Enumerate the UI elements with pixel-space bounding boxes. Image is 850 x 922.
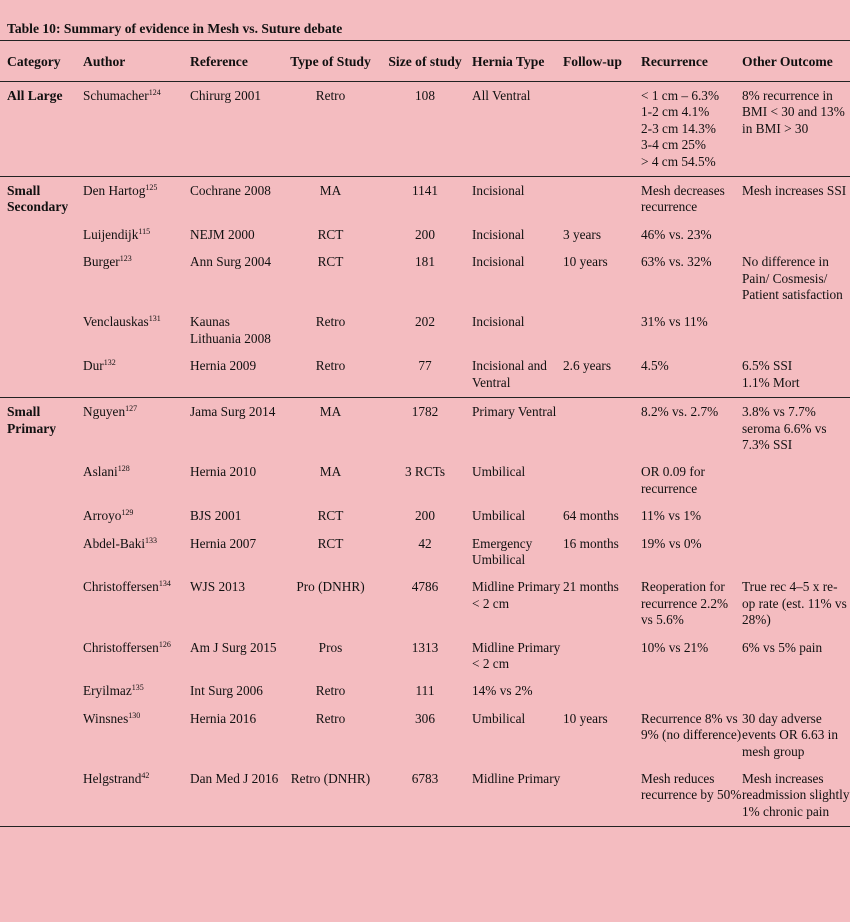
table-row xyxy=(0,766,850,827)
header-size-of-study: Size of study xyxy=(388,53,462,69)
study-type-cell: Retro (DNHR) xyxy=(283,766,378,827)
study-type-cell: MA xyxy=(283,398,378,460)
study-size-cell: 3 RCTs xyxy=(404,464,446,480)
citation-number: 125 xyxy=(145,183,158,193)
header-category: Category xyxy=(7,53,61,69)
other-outcome-cell: 6% vs 5% pain xyxy=(742,639,823,655)
recurrence-cell: < 1 cm – 6.3% 1-2 cm 4.1% 2-3 cm 14.3% 3-4 cm 25% > 4 cm 54.5% xyxy=(641,82,742,177)
recurrence-cell: Reoperation for recurrence 2.2% vs 5.6% xyxy=(641,579,729,628)
header-follow-up: Follow-up xyxy=(563,53,622,69)
table-row xyxy=(0,635,850,679)
follow-up-cell xyxy=(563,766,641,827)
recurrence-cell: OR 0.09 for recurrence xyxy=(641,464,705,496)
follow-up-cell xyxy=(563,459,641,503)
category-cell xyxy=(0,503,83,530)
author-cell: Aslani$^{128}$ xyxy=(83,464,130,480)
follow-up-cell: 3 years xyxy=(563,226,602,242)
category-cell xyxy=(0,249,83,309)
study-type-cell: Retro xyxy=(315,314,346,330)
category-cell xyxy=(0,531,83,575)
follow-up-cell: 21 months xyxy=(563,579,619,595)
reference-cell: NEJM 2000 xyxy=(190,226,255,242)
author-cell: Burger$^{123}$ xyxy=(83,254,132,270)
author-cell: Nguyen$^{127}$ xyxy=(83,398,190,460)
citation-number: 135 xyxy=(131,683,144,693)
study-type-cell: Retro xyxy=(283,82,378,177)
study-size-cell: 181 xyxy=(415,254,435,270)
table-row xyxy=(0,82,850,177)
hernia-type-cell: Umbilical xyxy=(472,710,526,726)
study-size-cell: 42 xyxy=(418,535,432,551)
recurrence-cell: 46% vs. 23% xyxy=(641,226,712,242)
study-size-cell: 200 xyxy=(415,508,435,524)
citation-number: 131 xyxy=(148,314,161,324)
reference-cell: Dan Med J 2016 xyxy=(190,766,283,827)
follow-up-cell: 2.6 years xyxy=(563,358,611,374)
author-cell: Winsnes$^{130}$ xyxy=(83,710,141,726)
follow-up-cell xyxy=(563,82,641,177)
hernia-type-cell: 14% vs 2% xyxy=(472,683,533,699)
follow-up-cell xyxy=(563,177,641,222)
hernia-type-cell: Umbilical xyxy=(472,464,526,480)
recurrence-cell: 10% vs 21% xyxy=(641,639,709,655)
study-size-cell: 200 xyxy=(415,226,435,242)
header-recurrence: Recurrence xyxy=(641,53,708,69)
author-cell: Christoffersen$^{126}$ xyxy=(83,639,171,655)
table-header-row xyxy=(0,41,850,82)
study-type-cell: RCT xyxy=(317,535,344,551)
study-size-cell: 6783 xyxy=(378,766,472,827)
other-outcome-cell xyxy=(742,503,850,530)
recurrence-cell: 63% vs. 32% xyxy=(641,254,712,270)
category-cell: All Large xyxy=(0,82,83,177)
study-type-cell: Pros xyxy=(318,639,343,655)
hernia-type-cell: Incisional xyxy=(472,254,525,270)
author-cell: Arroyo$^{129}$ xyxy=(83,508,134,524)
hernia-type-cell: Midline Primary xyxy=(472,766,563,827)
study-type-cell: Retro xyxy=(315,358,346,374)
study-size-cell: 111 xyxy=(415,683,435,699)
table-row xyxy=(0,503,850,530)
table-row xyxy=(0,678,850,705)
reference-cell: Hernia 2007 xyxy=(190,535,257,551)
citation-number: 42 xyxy=(141,771,150,780)
header-other-outcome: Other Outcome xyxy=(742,53,833,69)
other-outcome-cell xyxy=(742,309,850,353)
citation-number: 134 xyxy=(158,579,171,589)
header-reference: Reference xyxy=(190,53,248,69)
hernia-type-cell: Incisional xyxy=(472,177,563,222)
follow-up-cell: 10 years xyxy=(563,254,608,270)
table-caption: Table 10: Summary of evidence in Mesh vs. Suture debate xyxy=(7,21,343,36)
table-row xyxy=(0,706,850,766)
study-size-cell: 108 xyxy=(378,82,472,177)
study-size-cell: 1313 xyxy=(411,639,439,655)
table-row xyxy=(0,574,850,634)
reference-cell: Hernia 2009 xyxy=(190,358,257,374)
category-cell xyxy=(0,574,83,634)
follow-up-cell: 64 months xyxy=(563,508,619,524)
author-cell: Abdel-Baki$^{133}$ xyxy=(83,535,158,551)
recurrence-cell: 19% vs 0% xyxy=(641,535,702,551)
citation-number: 132 xyxy=(103,358,116,368)
category-cell xyxy=(0,706,83,766)
author-cell: Dur$^{132}$ xyxy=(83,358,116,374)
study-size-cell: 1782 xyxy=(378,398,472,460)
reference-cell: Kaunas Lithuania 2008 xyxy=(190,314,271,346)
reference-cell: Hernia 2016 xyxy=(190,710,257,726)
hernia-type-cell: Incisional and Ventral xyxy=(472,358,547,390)
hernia-type-cell: Incisional xyxy=(472,314,525,330)
recurrence-cell: Recurrence 8% vs 9% (no difference) xyxy=(641,710,742,743)
reference-cell: Ann Surg 2004 xyxy=(190,254,272,270)
other-outcome-cell: Mesh increases readmission slightly 1% chronic pain xyxy=(742,766,850,827)
citation-number: 133 xyxy=(145,535,158,545)
hernia-type-cell: Umbilical xyxy=(472,508,526,524)
other-outcome-cell xyxy=(742,222,850,249)
study-type-cell: RCT xyxy=(317,254,344,270)
author-cell: Eryilmaz$^{135}$ xyxy=(83,683,144,699)
category-cell xyxy=(0,353,83,397)
citation-number: 124 xyxy=(148,88,161,97)
study-type-cell: Retro xyxy=(315,683,346,699)
study-type-cell: Pro (DNHR) xyxy=(296,579,365,595)
category-cell xyxy=(0,309,83,353)
follow-up-cell xyxy=(563,309,641,353)
table-row xyxy=(0,177,850,222)
category-cell xyxy=(0,678,83,705)
other-outcome-cell: True rec 4–5 x re-op rate (est. 11% vs 28%) xyxy=(742,579,847,628)
header-hernia-type: Hernia Type xyxy=(472,53,545,69)
other-outcome-cell: 3.8% vs 7.7% seroma 6.6% vs 7.3% SSI xyxy=(742,398,850,460)
author-cell: Christoffersen$^{134}$ xyxy=(83,579,171,595)
table-row xyxy=(0,222,850,249)
citation-number: 123 xyxy=(119,254,132,264)
other-outcome-cell xyxy=(742,678,850,705)
header-type-of-study: Type of Study xyxy=(290,53,371,69)
category-cell: Small Secondary xyxy=(0,177,83,222)
study-type-cell: MA xyxy=(319,464,342,480)
table-row xyxy=(0,249,850,309)
study-type-cell: RCT xyxy=(317,508,344,524)
author-cell: Luijendijk$^{115}$ xyxy=(83,226,151,242)
study-size-cell: 4786 xyxy=(411,579,439,595)
recurrence-cell: 4.5% xyxy=(641,358,669,374)
hernia-type-cell: Primary Ventral xyxy=(472,398,563,460)
reference-cell: Int Surg 2006 xyxy=(190,683,263,699)
citation-number: 129 xyxy=(121,508,134,518)
citation-number: 127 xyxy=(125,404,138,414)
table-row xyxy=(0,309,850,353)
reference-cell: WJS 2013 xyxy=(190,579,246,595)
reference-cell: Chirurg 2001 xyxy=(190,82,283,177)
study-size-cell: 202 xyxy=(415,314,435,330)
other-outcome-cell: 8% recurrence in BMI < 30 and 13% in BMI > 30 xyxy=(742,82,850,177)
author-cell: Helgstrand$^{42}$ xyxy=(83,766,190,827)
follow-up-cell: 16 months xyxy=(563,535,619,551)
hernia-type-cell: All Ventral xyxy=(472,82,563,177)
hernia-type-cell: Incisional xyxy=(472,226,525,242)
recurrence-cell xyxy=(641,678,742,705)
recurrence-cell: 11% vs 1% xyxy=(641,508,702,524)
other-outcome-cell: No difference in Pain/ Cosmesis/ Patient satisfaction xyxy=(742,254,843,303)
study-type-cell: Retro xyxy=(315,710,346,726)
study-size-cell: 306 xyxy=(415,710,435,726)
other-outcome-cell: 30 day adverse events OR 6.63 in mesh group xyxy=(742,710,839,759)
follow-up-cell xyxy=(563,678,641,705)
table-row xyxy=(0,398,850,460)
hernia-type-cell: Midline Primary < 2 cm xyxy=(472,639,561,671)
recurrence-cell: Mesh reduces recurrence by 50% xyxy=(641,766,742,827)
study-type-cell: RCT xyxy=(317,226,344,242)
study-size-cell: 1141 xyxy=(378,177,472,222)
reference-cell: Jama Surg 2014 xyxy=(190,398,283,460)
reference-cell: BJS 2001 xyxy=(190,508,242,524)
reference-cell: Am J Surg 2015 xyxy=(190,639,277,655)
recurrence-cell: 8.2% vs. 2.7% xyxy=(641,398,742,460)
recurrence-cell: 31% vs 11% xyxy=(641,314,708,330)
hernia-type-cell: Emergency Umbilical xyxy=(472,535,533,567)
other-outcome-cell: Mesh increases SSI xyxy=(742,177,850,222)
evidence-table xyxy=(0,40,850,827)
category-cell xyxy=(0,766,83,827)
follow-up-cell: 10 years xyxy=(563,710,608,726)
reference-cell: Hernia 2010 xyxy=(190,464,257,480)
citation-number: 126 xyxy=(158,639,171,649)
citation-number: 128 xyxy=(117,464,130,474)
table-row xyxy=(0,531,850,575)
table-row xyxy=(0,353,850,397)
header-author: Author xyxy=(83,53,126,69)
category-cell xyxy=(0,635,83,679)
citation-number: 130 xyxy=(128,710,141,720)
recurrence-cell: Mesh decreases recurrence xyxy=(641,177,742,222)
other-outcome-cell: 6.5% SSI 1.1% Mort xyxy=(742,358,800,390)
follow-up-cell xyxy=(563,398,641,460)
author-cell: Den Hartog$^{125}$ xyxy=(83,177,190,222)
citation-number: 115 xyxy=(138,226,151,236)
table-row xyxy=(0,459,850,503)
author-cell: Schumacher$^{124}$ xyxy=(83,82,190,177)
reference-cell: Cochrane 2008 xyxy=(190,177,283,222)
category-cell xyxy=(0,222,83,249)
hernia-type-cell: Midline Primary < 2 cm xyxy=(472,579,561,611)
other-outcome-cell xyxy=(742,459,850,503)
table-body xyxy=(0,82,850,827)
other-outcome-cell xyxy=(742,531,850,575)
study-type-cell: MA xyxy=(283,177,378,222)
follow-up-cell xyxy=(563,635,641,679)
category-cell: Small Primary xyxy=(0,398,83,460)
study-size-cell: 77 xyxy=(418,358,432,374)
author-cell: Venclauskas$^{131}$ xyxy=(83,314,161,330)
category-cell xyxy=(0,459,83,503)
